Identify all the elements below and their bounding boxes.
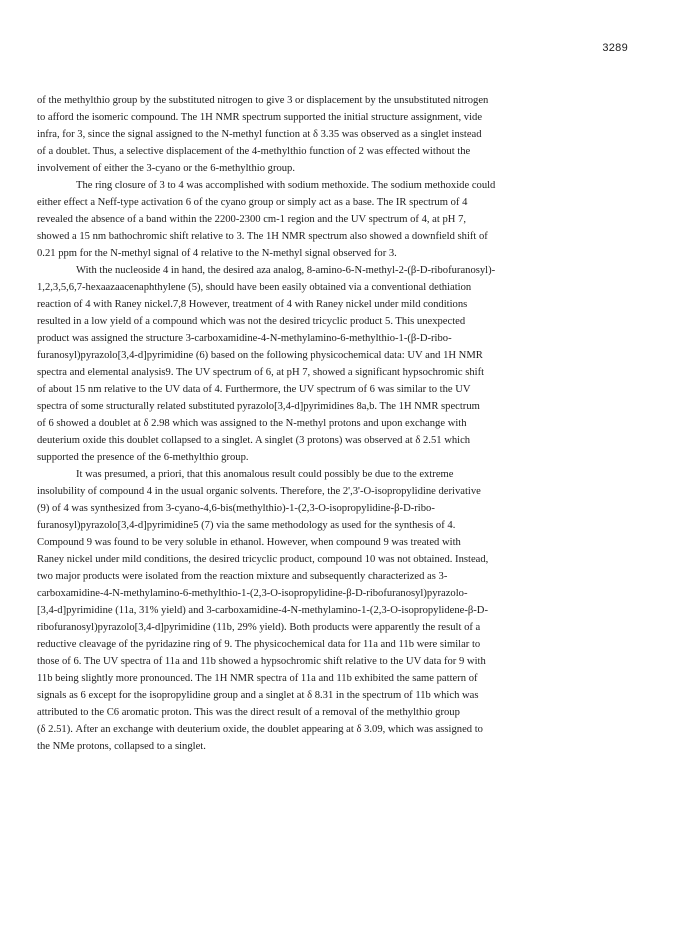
text-line: spectra and elemental analysis9. The UV spectrum of 6, at pH 7, showed a significant hypsochromic shift <box>37 367 485 378</box>
text-line: 0.21 ppm for the N-methyl signal of 4 relative to the N-methyl signal observed for 3. <box>37 248 397 259</box>
text-line: reaction of 4 with Raney nickel.7,8 However, treatment of 4 with Raney nickel under mild conditions <box>37 299 468 310</box>
text-line: either effect a Neff-type activation 6 of the cyano group or simply act as a base. The IR spectrum of 4 <box>37 197 468 208</box>
text-line: resulted in a low yield of a compound which was not the desired tricyclic product 5. This unexpected <box>37 316 466 327</box>
text-line: of 6 showed a doublet at δ 2.98 which was assigned to the N-methyl protons and upon exchange with <box>37 418 467 429</box>
text-line: 11b being slightly more pronounced. The 1H NMR spectra of 11a and 11b exhibited the same pattern of <box>37 673 478 684</box>
text-line: attributed to the C6 aromatic proton. This was the direct result of a removal of the methylthio group <box>37 707 460 718</box>
text-line: 1,2,3,5,6,7-hexaazaacenaphthylene (5), should have been easily obtained via a conventional dethiation <box>37 282 472 293</box>
text-line: showed a 15 nm bathochromic shift relative to 3. The 1H NMR spectrum also showed a downfield shift of <box>37 231 488 242</box>
text-line: [3,4-d]pyrimidine (11a, 31% yield) and 3-carboxamidine-4-N-methylamino-1-(2,3-O-isopropylidene-β-D- <box>37 605 488 616</box>
text-line: carboxamidine-4-N-methylamino-6-methylthio-1-(2,3-O-isopropylidine-β-D-ribofuranosyl)pyrazolo- <box>37 588 468 599</box>
page-number: 3289 <box>602 42 628 54</box>
text-line: (9) of 4 was synthesized from 3-cyano-4,6-bis(methylthio)-1-(2,3-O-isopropylidine-β-D-ribo- <box>37 503 435 514</box>
text-line: It was presumed, a priori, that this anomalous result could possibly be due to the extreme <box>76 469 454 480</box>
text-line: Compound 9 was found to be very soluble in ethanol. However, when compound 9 was treated with <box>37 537 461 548</box>
text-line: product was assigned the structure 3-carboxamidine-4-N-methylamino-6-methylthio-1-(β-D-ribo- <box>37 333 452 344</box>
text-line: to afford the isomeric compound. The 1H NMR spectrum supported the initial structure assignment, vide <box>37 112 483 123</box>
text-line: furanosyl)pyrazolo[3,4-d]pyrimidine (6) based on the following physicochemical data: UV and 1H NMR <box>37 350 483 361</box>
paragraph <box>37 262 649 466</box>
body-text <box>37 92 649 755</box>
text-line: signals as 6 except for the isopropylidine group and a singlet at δ 8.31 in the spectrum of 11b which was <box>37 690 479 701</box>
text-line: of a doublet. Thus, a selective displacement of the 4-methylthio function of 2 was effected without the <box>37 146 471 157</box>
text-line: the NMe protons, collapsed to a singlet. <box>37 741 206 752</box>
text-line: furanosyl)pyrazolo[3,4-d]pyrimidine5 (7) via the same methodology as used for the synthesis of 4. <box>37 520 456 531</box>
text-line: Raney nickel under mild conditions, the desired tricyclic product, compound 10 was not obtained. Instead, <box>37 554 489 565</box>
text-line: of the methylthio group by the substituted nitrogen to give 3 or displacement by the unsubstituted nitrogen <box>37 95 489 106</box>
text-line: insolubility of compound 4 in the usual organic solvents. Therefore, the 2',3'-O-isopropylidine derivative <box>37 486 481 497</box>
text-line: involvement of either the 3-cyano or the 6-methylthio group. <box>37 163 296 174</box>
text-line: ribofuranosyl)pyrazolo[3,4-d]pyrimidine (11b, 29% yield). Both products were apparently the result of a <box>37 622 481 633</box>
text-line: of about 15 nm relative to the UV data of 4. Furthermore, the UV spectrum of 6 was similar to the UV <box>37 384 471 395</box>
text-line: With the nucleoside 4 in hand, the desired aza analog, 8-amino-6-N-methyl-2-(β-D-ribofuranosyl)- <box>76 265 496 276</box>
text-line: reductive cleavage of the pyridazine ring of 9. The physicochemical data for 11a and 11b were similar to <box>37 639 481 650</box>
text-line: infra, for 3, since the signal assigned to the N-methyl function at δ 3.35 was observed as a singlet instead <box>37 129 482 140</box>
text-line: revealed the absence of a band within the 2200-2300 cm-1 region and the UV spectrum of 4, at pH 7, <box>37 214 467 225</box>
paragraph <box>37 466 649 755</box>
text-line: supported the presence of the 6-methylthio group. <box>37 452 249 463</box>
text-line: spectra of some structurally related substituted pyrazolo[3,4-d]pyrimidines 8a,b. The 1H NMR spectrum <box>37 401 480 412</box>
text-line: deuterium oxide this doublet collapsed to a singlet. A singlet (3 protons) was observed at δ 2.51 which <box>37 435 471 446</box>
text-line: those of 6. The UV spectra of 11a and 11b showed a hypsochromic shift relative to the UV data for 9 with <box>37 656 486 667</box>
paragraph <box>37 92 649 177</box>
paragraph <box>37 177 649 262</box>
text-line: two major products were isolated from the reaction mixture and subsequently characterized as 3- <box>37 571 448 582</box>
text-line: The ring closure of 3 to 4 was accomplished with sodium methoxide. The sodium methoxide could <box>76 180 496 191</box>
text-line: (δ 2.51). After an exchange with deuterium oxide, the doublet appearing at δ 3.09, which was assigned to <box>37 724 483 735</box>
